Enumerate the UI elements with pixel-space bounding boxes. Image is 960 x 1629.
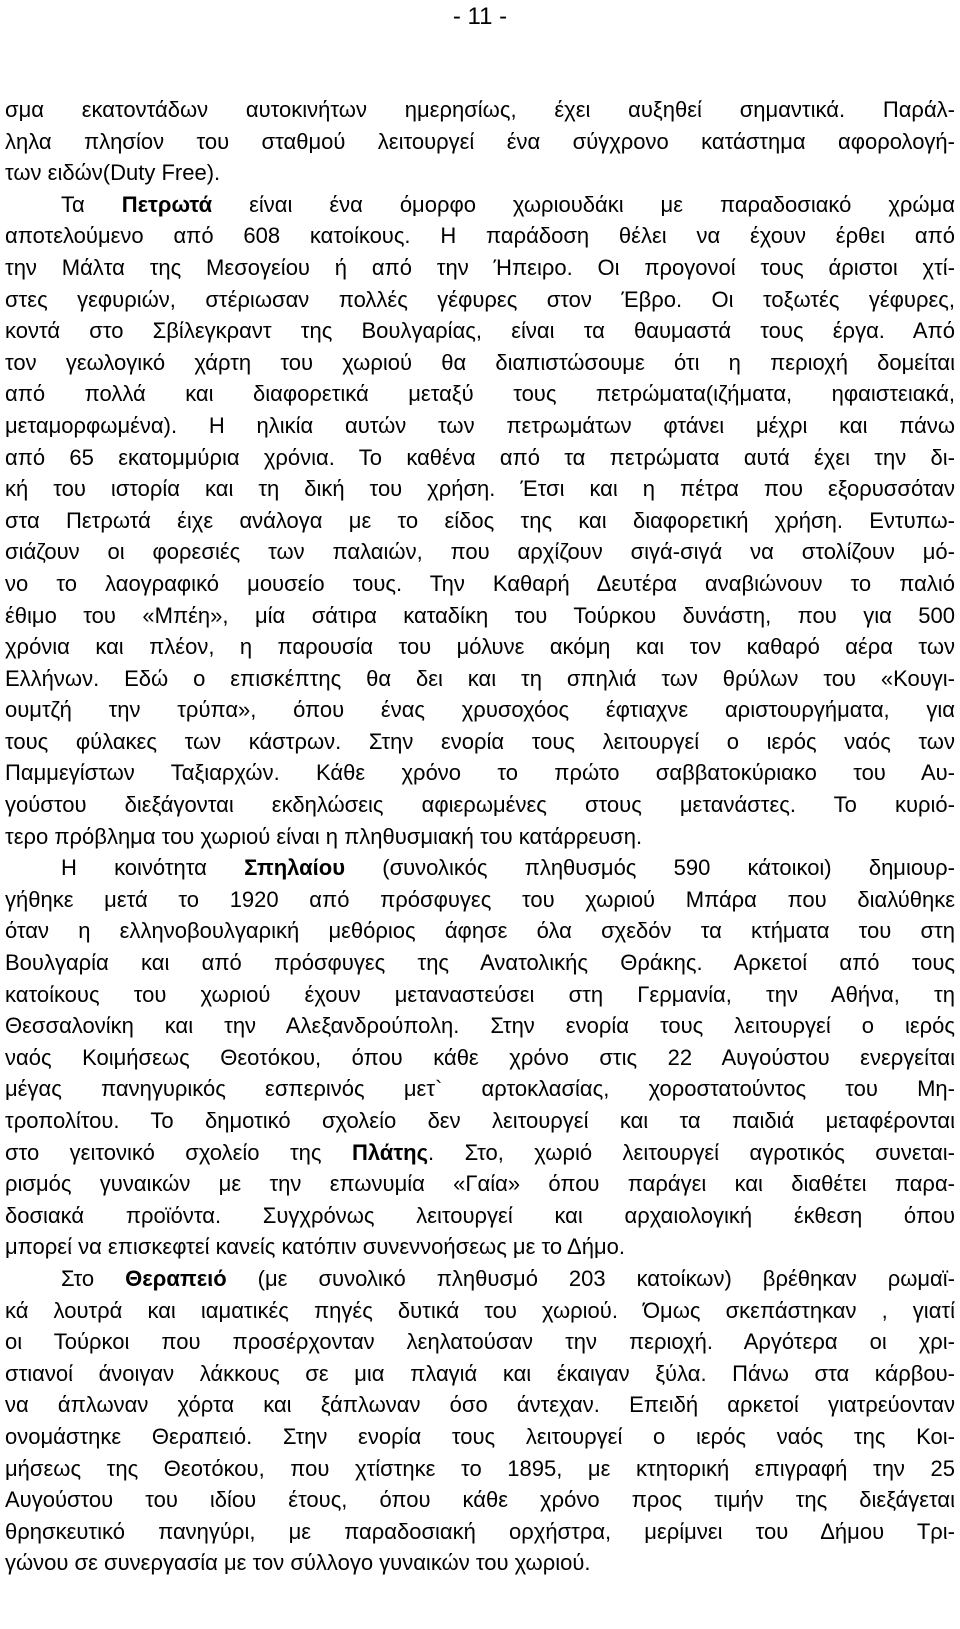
text-run: στιανοί άνοιγαν λάκκους σε μια πλαγιά και έκαιγαν ξύλα. Πάνω στα κάρβου-: [5, 1360, 955, 1386]
text-run: από πολλά και διαφορετικά μεταξύ τους πετρώματα(ιζήματα, ηφαιστειακά,: [5, 381, 955, 407]
text-run: κοντά στο Σβίλεγκραντ της Βουλγαρίας, είναι τα θαυμαστά τους έργα. Από: [5, 318, 955, 344]
text-run: Αυγούστου του ιδίου έτους, όπου κάθε χρόνο προς τιμήν της διεξάγεται: [5, 1487, 955, 1513]
text-line: [5, 1421, 955, 1453]
text-run: (συνολικός πληθυσμός 590 κάτοικοι) δημιουρ-: [345, 855, 955, 881]
text-line: [5, 1453, 955, 1485]
bold-place-name: Πετρωτά: [121, 191, 213, 217]
paragraph: [5, 1263, 955, 1579]
text-run: μέγας πανηγυρικός εσπερινός μετ` αρτοκλασίας, χοροστατούντος του Μη-: [5, 1076, 955, 1102]
text-run: τους φύλακες των κάστρων. Στην ενορία τους λειτουργεί ο ιερός ναός των: [5, 728, 955, 754]
text-line: [5, 600, 955, 632]
text-line: [5, 631, 955, 663]
bold-place-name: Πλάτης: [351, 1139, 429, 1165]
text-line: [5, 568, 955, 600]
text-run: ονομάστηκε Θεραπειό. Στην ενορία τους λειτουργεί ο ιερός ναός της Κοι-: [5, 1423, 955, 1449]
text-run: στο γειτονικό σχολείο της: [5, 1139, 352, 1165]
bold-place-name: Σπηλαίου: [244, 855, 346, 881]
text-line: [5, 1326, 955, 1358]
text-line: [5, 505, 955, 537]
text-line: [5, 1263, 955, 1295]
text-line: [5, 378, 955, 410]
text-run: Στο: [61, 1265, 126, 1291]
text-run: Θεσσαλονίκη και την Αλεξανδρούπολη. Στην ενορία τους λειτουργεί ο ιερός: [5, 1013, 955, 1039]
text-line: [5, 1389, 955, 1421]
text-run: στα Πετρωτά έιχε ανάλογα με το είδος της και διαφορετική χρήση. Εντυπω-: [5, 507, 955, 533]
text-line: [5, 1231, 955, 1263]
text-line: [5, 1200, 955, 1232]
text-line: [5, 694, 955, 726]
text-line: [5, 284, 955, 316]
text-run: έθιμο του «Μπέη», μία σάτιρα καταδίκη του Τούρκου δυνάστη, που για 500: [5, 602, 955, 628]
text-run: μεταμορφωμένα). Η ηλικία αυτών των πετρωμάτων φτάνει μέχρι και πάνω: [5, 412, 955, 438]
text-run: νο το λαογραφικό μουσείο τους. Την Καθαρή Δευτέρα αναβιώνουν το παλιό: [5, 570, 955, 596]
text-run: Παμμεγίστων Ταξιαρχών. Κάθε χρόνο το πρώτο σαββατοκύριακο του Αυ-: [5, 760, 955, 786]
text-line: [5, 1105, 955, 1137]
text-run: τον γεωλογικό χάρτη του χωριού θα διαπιστώσουμε ότι η περιοχή δομείται: [5, 349, 955, 375]
text-line: [5, 189, 955, 221]
text-run: σμα εκατοντάδων αυτοκινήτων ημερησίως, έχει αυξηθεί σημαντικά. Παράλ-: [5, 97, 955, 122]
text-line: [5, 473, 955, 505]
text-line: [5, 915, 955, 947]
text-run: είναι ένα όμορφο χωριουδάκι με παραδοσιακό χρώμα: [212, 191, 955, 217]
text-run: Η κοινότητα: [61, 855, 245, 881]
text-run: τροπολίτου. Το δημοτικό σχολείο δεν λειτουργεί και τα παιδιά μεταφέρονται: [5, 1108, 955, 1133]
text-run: γήθηκε μετά το 1920 από πρόσφυγες του χωριού Μπάρα που διαλύθηκε: [5, 886, 955, 912]
text-run: μπορεί να επισκεφτεί κανείς κατόπιν συνεννοήσεως με το Δήμο.: [5, 1234, 625, 1260]
text-run: από 65 εκατομμύρια χρόνια. Το καθένα από τα πετρώματα αυτά έχει την δι-: [5, 444, 955, 470]
text-line: [5, 315, 955, 347]
text-line: [5, 442, 955, 474]
text-run: . Στο, χωριό λειτουργεί αγροτικός συνεται-: [428, 1139, 955, 1165]
text-line: [5, 94, 955, 126]
text-line: [5, 757, 955, 789]
text-line: [5, 1358, 955, 1390]
page-number: - 11 -: [452, 3, 508, 30]
text-line: [5, 1516, 955, 1548]
text-run: την Μάλτα της Μεσογείου ή από την Ήπειρο. Οι προγονοί τους άριστοι χτί-: [5, 254, 955, 280]
text-line: [5, 789, 955, 821]
text-run: ρισμός γυναικών με την επωνυμία «Γαία» όπου παράγει και διαθέτει παρα-: [5, 1171, 955, 1197]
text-line: [5, 947, 955, 979]
bold-place-name: Θεραπειό: [125, 1265, 227, 1291]
text-line: [5, 536, 955, 568]
text-run: σιάζουν οι φορεσιές των παλαιών, που αρχίζουν σιγά-σιγά να στολίζουν μό-: [5, 539, 955, 565]
text-run: χρόνια και πλέον, η παρουσία του μόλυνε ακόμη και τον καθαρό αέρα των: [5, 634, 955, 660]
text-run: στες γεφυριών, στέριωσαν πολλές γέφυρες στον Έβρο. Οι τοξωτές γέφυρες,: [5, 286, 955, 312]
text-run: θρησκευτικό πανηγύρι, με παραδοσιακή ορχήστρα, μερίμνει του Δήμου Τρι-: [5, 1518, 955, 1544]
paragraph: [5, 94, 955, 189]
text-line: [5, 663, 955, 695]
text-run: Ελλήνων. Εδώ ο επισκέπτης θα δει και τη σπηλιά των θρύλων του «Κουγι-: [5, 665, 955, 691]
text-run: (με συνολικό πληθυσμό 203 κατοίκων) βρέθηκαν ρωμαϊ-: [226, 1265, 955, 1291]
text-run: γούστου διεξάγονται εκδηλώσεις αφιερωμένες στους μετανάστες. Το κυριό-: [5, 792, 955, 818]
text-line: [5, 1547, 955, 1579]
text-run: Βουλγαρία και από πρόσφυγες της Ανατολικής Θράκης. Αρκετοί από τους: [5, 950, 955, 976]
text-run: ληλα πλησίον του σταθμού λειτουργεί ένα σύγχρονο κατάστημα αφορολογή-: [5, 128, 955, 154]
text-run: κατοίκους του χωριού έχουν μεταναστεύσει στη Γερμανία, την Αθήνα, τη: [5, 981, 955, 1007]
text-run: δοσιακά προϊόντα. Συγχρόνως λειτουργεί και αρχαιολογική έκθεση όπου: [5, 1202, 955, 1228]
text-line: [5, 1168, 955, 1200]
text-run: όταν η ελληνοβουλγαρική μεθόριος άφησε όλα σχεδόν τα κτήματα του στη: [5, 918, 955, 944]
text-line: [5, 1010, 955, 1042]
text-run: κά λουτρά και ιαματικές πηγές δυτικά του χωριού. Όμως σκεπάστηκαν , γιατί: [5, 1297, 955, 1323]
text-line: [5, 157, 955, 189]
text-line: [5, 979, 955, 1011]
text-line: [5, 347, 955, 379]
text-line: [5, 852, 955, 884]
text-run: των ειδών(Duty Free).: [5, 160, 221, 186]
text-line: [5, 1073, 955, 1105]
text-run: τερο πρόβλημα του χωριού είναι η πληθυσμιακή του κατάρρευση.: [5, 823, 643, 849]
text-line: [5, 1295, 955, 1327]
text-run: ναός Κοιμήσεως Θεοτόκου, όπου κάθε χρόνο στις 22 Αυγούστου ενεργείται: [5, 1044, 955, 1070]
text-line: [5, 884, 955, 916]
text-run: να άπλωναν χόρτα και ξάπλωναν όσο άντεχαν. Επειδή αρκετοί γιατρεύονταν: [5, 1392, 955, 1418]
paragraph: [5, 852, 955, 1263]
text-run: γώνου σε συνεργασία με τον σύλλογο γυναικών του χωριού.: [5, 1550, 591, 1576]
text-line: [5, 220, 955, 252]
text-run: μήσεως της Θεοτόκου, που χτίστηκε το 1895, με κτητορική επιγραφή την 25: [5, 1455, 955, 1481]
text-run: Τα: [61, 191, 122, 217]
text-run: οι Τούρκοι που προσέρχονταν λεηλατούσαν την περιοχή. Αργότερα οι χρι-: [5, 1329, 955, 1355]
text-line: [5, 1137, 955, 1169]
text-line: [5, 126, 955, 158]
text-line: [5, 252, 955, 284]
text-run: κή του ιστορία και τη δική του χρήση. Έτσι και η πέτρα που εξορυσσόταν: [5, 476, 955, 502]
text-line: [5, 821, 955, 853]
body-text: [5, 94, 955, 1579]
text-line: [5, 726, 955, 758]
text-line: [5, 1042, 955, 1074]
text-run: αποτελούμενο από 608 κατοίκους. Η παράδοση θέλει να έχουν έρθει από: [5, 223, 955, 249]
paragraph: [5, 189, 955, 852]
text-line: [5, 1484, 955, 1516]
text-line: [5, 410, 955, 442]
text-run: ουμτζή την τρύπα», όπου ένας χρυσοχόος έφτιαχνε αριστουργήματα, για: [5, 697, 955, 723]
